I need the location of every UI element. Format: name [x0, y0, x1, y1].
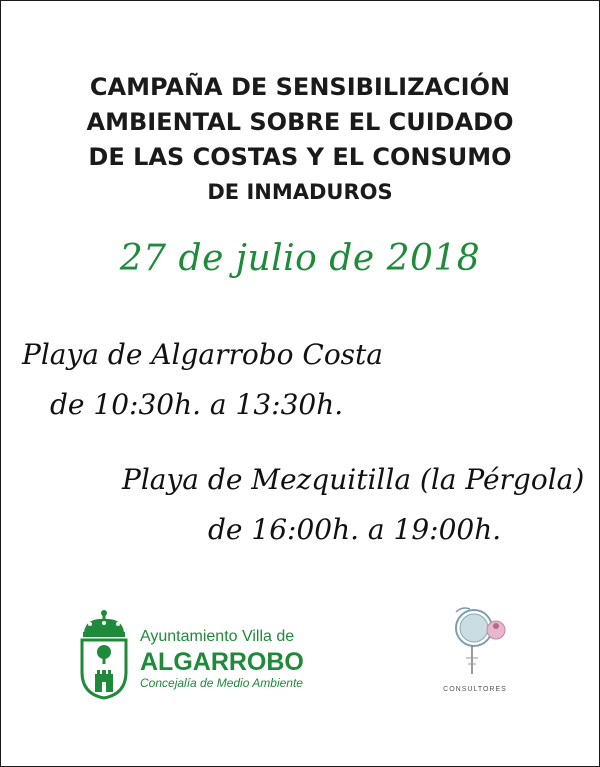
consultancy-logo — [432, 600, 518, 700]
title-line-3: DE LAS COSTAS Y EL CONSUMO — [88, 143, 512, 171]
event-date: 27 de julio de 2018 — [119, 238, 481, 279]
event-time-2: de 16:00h. a 19:00h. — [208, 513, 502, 546]
event-time-1: de 10:30h. a 13:30h. — [50, 388, 344, 421]
consultancy-emblem-icon — [442, 600, 512, 680]
campaign-title — [40, 70, 560, 210]
title-line-2: AMBIENTAL SOBRE EL CUIDADO — [86, 108, 514, 136]
municipality-name-line: Ayuntamiento Villa de — [140, 628, 295, 645]
municipality-logo — [78, 608, 328, 700]
title-line-1: CAMPAÑA DE SENSIBILIZACIÓN — [89, 73, 511, 101]
event-location-2: Playa de Mezquitilla (la Pérgola) — [122, 463, 585, 496]
municipality-town: ALGARROBO — [140, 648, 304, 676]
municipality-department: Concejalía de Medio Ambiente — [140, 676, 303, 690]
consultancy-label: CONSULTORES — [443, 686, 507, 693]
coat-of-arms-icon — [78, 608, 130, 700]
title-line-4: DE INMADUROS — [207, 180, 393, 204]
event-location-1: Playa de Algarrobo Costa — [22, 338, 383, 371]
